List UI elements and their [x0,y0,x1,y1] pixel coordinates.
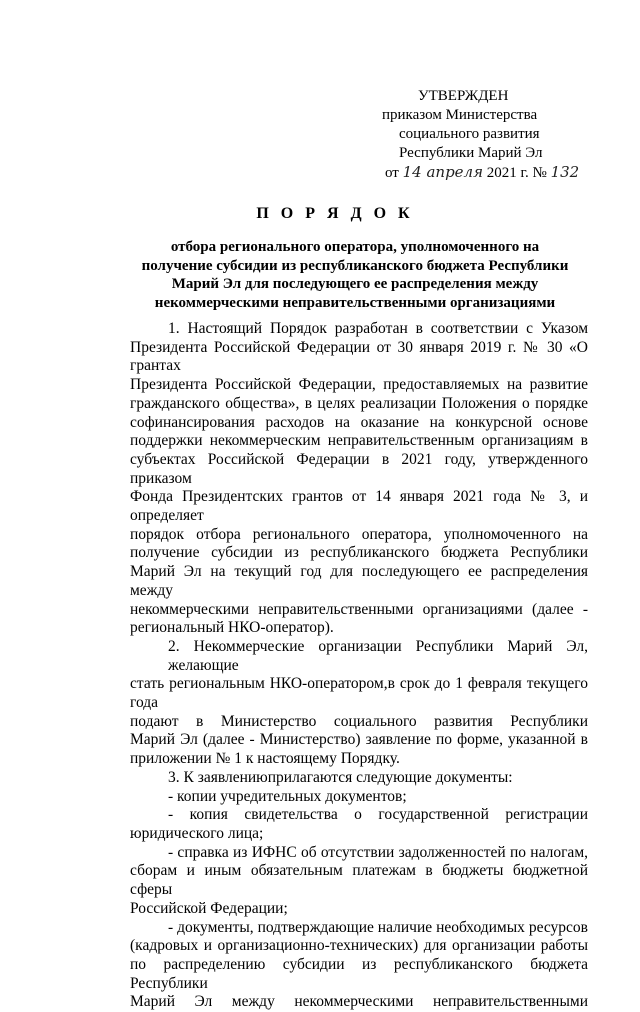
text-line: порядок отбора регионального оператора, уполномоченного на [130,526,588,545]
text-line: (кадровых и организационно-технических) для организации работы [130,937,588,956]
subtitle-line: отбора регионального оператора, уполномоченного на [120,238,590,257]
approval-stamp [382,87,582,183]
subtitle-line: получение субсидии из республиканского бюджета Республики [120,257,590,276]
text-line: софинансирования расходов на оказание на конкурсной основе [130,414,588,433]
date-prefix: от [385,165,399,181]
approval-line: Республики Марий Эл [382,144,582,163]
approval-heading: УТВЕРЖДЕН [382,87,582,106]
text-line: региональный НКО-оператор). [130,619,588,638]
paragraph-3 [130,769,588,788]
handwritten-date: 14 апреля [403,163,483,181]
text-line: подают в Министерство социального развития Республики [130,713,588,732]
text-line: Президента Российской Федерации от 30 января 2019 г. № 30 «О грантах [130,339,588,376]
text-line: Марий Эл между некоммерческими неправительственными [130,993,588,1012]
text-line: субъектах Российской Федерации в 2021 году, утвержденного приказом [130,451,588,488]
paragraph-1 [130,320,588,638]
subtitle-line: некоммерческими неправительственными организациями [120,294,590,313]
document-body [130,320,588,1012]
handwritten-number: 132 [551,163,580,181]
text-line: 1. Настоящий Порядок разработан в соответствии с Указом [130,320,588,339]
text-line: Президента Российской Федерации, предоставляемых на развитие [130,376,588,395]
text-line: 3. К заявлениюприлагаются следующие документы: [130,769,588,788]
text-line: некоммерческими неправительственными организациями (далее - [130,601,588,620]
text-line: гражданского общества», в целях реализации Положения о порядке [130,395,588,414]
list-item [130,844,588,919]
text-line: юридического лица; [130,825,588,844]
paragraph-2 [130,638,588,769]
list-item [130,919,588,1012]
approval-line: приказом Министерства [382,106,582,125]
text-line: сборам и иным обязательным платежам в бюджеты бюджетной сферы [130,862,588,899]
text-line: - копии учредительных документов; [130,788,588,807]
document-title: П О Р Я Д О К [0,205,640,224]
document-subtitle [120,238,590,312]
document-list [130,788,588,1012]
text-line: стать региональным НКО-оператором,в срок до 1 февраля текущего года [130,675,588,712]
text-line: поддержки некоммерческим неправительственным организациям в [130,432,588,451]
approval-line: социального развития [382,125,582,144]
subtitle-line: Марий Эл для последующего ее распределения между [120,275,590,294]
list-item [130,788,588,807]
text-line: по распределению субсидии из республиканского бюджета Республики [130,956,588,993]
text-line: Фонда Президентских грантов от 14 января 2021 года № 3, и определяет [130,488,588,525]
text-line: Марий Эл на текущий год для последующего ее распределения между [130,563,588,600]
text-line: - документы, подтверждающие наличие необходимых ресурсов [130,919,588,938]
text-line: - справка из ИФНС об отсутствии задолженностей по налогам, [130,844,588,863]
text-line: получение субсидии из республиканского бюджета Республики [130,544,588,563]
text-line: - копия свидетельства о государственной регистрации [130,806,588,825]
text-line: Российской Федерации; [130,900,588,919]
text-line: приложении № 1 к настоящему Порядку. [130,750,588,769]
list-item [130,806,588,843]
text-line: 2. Некоммерческие организации Республики Марий Эл, желающие [130,638,588,675]
date-suffix: 2021 г. № [487,165,547,181]
approval-date-line [382,163,582,183]
text-line: Марий Эл (далее - Министерство) заявление по форме, указанной в [130,731,588,750]
